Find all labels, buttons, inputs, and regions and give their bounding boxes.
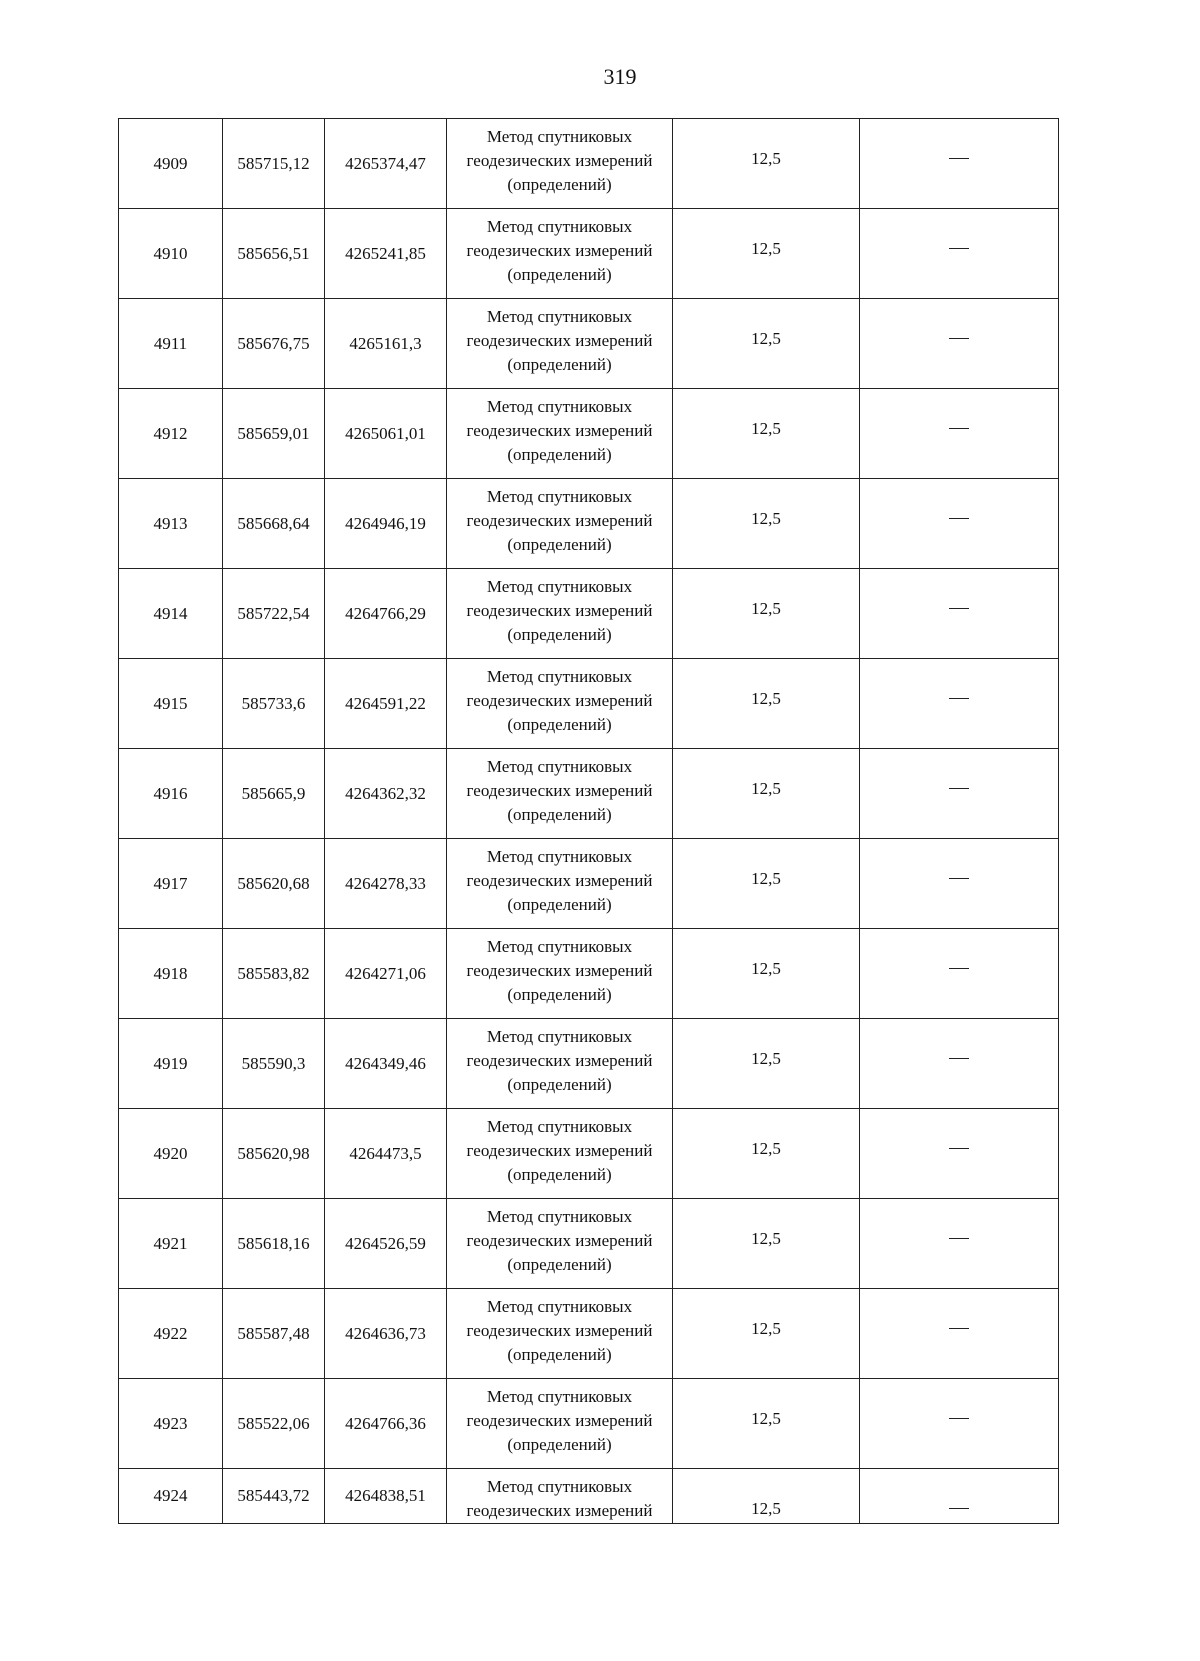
dash-mark: [949, 248, 969, 249]
method-cell: [447, 119, 673, 209]
method-line: (определений): [507, 175, 612, 194]
point-number-cell: 4918: [119, 929, 223, 1019]
empty-value-cell: [860, 119, 1059, 209]
method-line: (определений): [507, 715, 612, 734]
method-cell: [447, 659, 673, 749]
method-line: Метод спутниковых: [486, 577, 633, 596]
empty-value-cell: [860, 1379, 1059, 1469]
x-coordinate-cell: 585665,9: [223, 749, 325, 839]
method-line: геодезических измерений: [466, 241, 653, 260]
y-coordinate-cell: 4264362,32: [325, 749, 447, 839]
x-coordinate-cell: 585620,68: [223, 839, 325, 929]
method-line: Метод спутниковых: [486, 937, 633, 956]
table-row: [119, 1469, 1059, 1524]
method-cell: [447, 569, 673, 659]
y-coordinate-cell: 4264838,51: [325, 1469, 447, 1524]
point-number-cell: 4920: [119, 1109, 223, 1199]
point-number-cell: 4919: [119, 1019, 223, 1109]
empty-value-cell: [860, 209, 1059, 299]
dash-mark: [949, 518, 969, 519]
y-coordinate-cell: 4264278,33: [325, 839, 447, 929]
method-line: Метод спутниковых: [486, 1297, 633, 1316]
accuracy-cell: 12,5: [673, 479, 860, 569]
table-row: [119, 1199, 1059, 1289]
table-row: [119, 299, 1059, 389]
method-cell: [447, 389, 673, 479]
point-number-cell: 4921: [119, 1199, 223, 1289]
empty-value-cell: [860, 479, 1059, 569]
method-cell: [447, 839, 673, 929]
method-line: (определений): [507, 445, 612, 464]
method-line: Метод спутниковых: [486, 397, 633, 416]
point-number-cell: 4911: [119, 299, 223, 389]
empty-value-cell: [860, 1019, 1059, 1109]
dash-mark: [949, 1148, 969, 1149]
y-coordinate-cell: 4265374,47: [325, 119, 447, 209]
method-line: геодезических измерений: [466, 421, 653, 440]
point-number-cell: 4915: [119, 659, 223, 749]
page-number: 319: [603, 64, 637, 89]
accuracy-cell: 12,5: [673, 839, 860, 929]
point-number-cell: 4916: [119, 749, 223, 839]
method-line: Метод спутниковых: [486, 217, 633, 236]
table-row: [119, 1109, 1059, 1199]
method-line: (определений): [507, 1075, 612, 1094]
dash-mark: [949, 1328, 969, 1329]
dash-mark: [949, 338, 969, 339]
table-row: [119, 209, 1059, 299]
point-number-cell: 4923: [119, 1379, 223, 1469]
accuracy-cell: 12,5: [673, 749, 860, 839]
empty-value-cell: [860, 659, 1059, 749]
accuracy-cell: 12,5: [673, 1019, 860, 1109]
empty-value-cell: [860, 1109, 1059, 1199]
table-row: [119, 1289, 1059, 1379]
table-row: [119, 1019, 1059, 1109]
table-row: [119, 659, 1059, 749]
accuracy-cell: 12,5: [673, 1199, 860, 1289]
dash-mark: [949, 428, 969, 429]
accuracy-cell: 12,5: [673, 389, 860, 479]
y-coordinate-cell: 4264349,46: [325, 1019, 447, 1109]
x-coordinate-cell: 585522,06: [223, 1379, 325, 1469]
table-row: [119, 839, 1059, 929]
method-cell: [447, 479, 673, 569]
table-row: [119, 119, 1059, 209]
accuracy-cell: 12,5: [673, 1379, 860, 1469]
x-coordinate-cell: 585722,54: [223, 569, 325, 659]
accuracy-cell: 12,5: [673, 299, 860, 389]
method-line: геодезических измерений: [466, 151, 653, 170]
x-coordinate-cell: 585668,64: [223, 479, 325, 569]
method-line: геодезических измерений: [466, 1231, 653, 1250]
method-line: Метод спутниковых: [486, 1027, 633, 1046]
method-line: Метод спутниковых: [486, 307, 633, 326]
dash-mark: [949, 878, 969, 879]
dash-mark: [949, 1058, 969, 1059]
method-line: (определений): [507, 1435, 612, 1454]
x-coordinate-cell: 585620,98: [223, 1109, 325, 1199]
point-number-cell: 4909: [119, 119, 223, 209]
method-line: (определений): [507, 805, 612, 824]
dash-mark: [949, 158, 969, 159]
empty-value-cell: [860, 569, 1059, 659]
accuracy-cell: 12,5: [673, 1289, 860, 1379]
point-number-cell: 4912: [119, 389, 223, 479]
x-coordinate-cell: 585715,12: [223, 119, 325, 209]
dash-mark: [949, 1508, 969, 1509]
table-row: [119, 929, 1059, 1019]
table-row: [119, 479, 1059, 569]
method-line: (определений): [507, 985, 612, 1004]
y-coordinate-cell: 4265161,3: [325, 299, 447, 389]
dash-mark: [949, 788, 969, 789]
point-number-cell: 4913: [119, 479, 223, 569]
method-line: геодезических измерений: [466, 1321, 653, 1340]
method-line: геодезических измерений: [466, 781, 653, 800]
y-coordinate-cell: 4264473,5: [325, 1109, 447, 1199]
point-number-cell: 4914: [119, 569, 223, 659]
y-coordinate-cell: 4264636,73: [325, 1289, 447, 1379]
dash-mark: [949, 698, 969, 699]
method-line: Метод спутниковых: [486, 1117, 633, 1136]
y-coordinate-cell: 4265061,01: [325, 389, 447, 479]
method-line: Метод спутниковых: [486, 847, 633, 866]
method-line: Метод спутниковых: [486, 1387, 633, 1406]
dash-mark: [949, 1418, 969, 1419]
method-line: геодезических измерений: [466, 511, 653, 530]
method-line: (определений): [507, 1345, 612, 1364]
method-line: (определений): [507, 1255, 612, 1274]
x-coordinate-cell: 585618,16: [223, 1199, 325, 1289]
method-cell: [447, 1469, 673, 1524]
table-row: [119, 1379, 1059, 1469]
empty-value-cell: [860, 389, 1059, 479]
x-coordinate-cell: 585590,3: [223, 1019, 325, 1109]
method-line: геодезических измерений: [466, 331, 653, 350]
accuracy-cell: 12,5: [673, 659, 860, 749]
method-cell: [447, 1109, 673, 1199]
y-coordinate-cell: 4264271,06: [325, 929, 447, 1019]
y-coordinate-cell: 4264526,59: [325, 1199, 447, 1289]
accuracy-cell: 12,5: [673, 929, 860, 1019]
method-cell: [447, 929, 673, 1019]
method-cell: [447, 1199, 673, 1289]
method-line: (определений): [507, 625, 612, 644]
accuracy-cell: 12,5: [673, 569, 860, 659]
method-line: геодезических измерений: [466, 1141, 653, 1160]
y-coordinate-cell: 4264591,22: [325, 659, 447, 749]
empty-value-cell: [860, 299, 1059, 389]
x-coordinate-cell: 585733,6: [223, 659, 325, 749]
x-coordinate-cell: 585583,82: [223, 929, 325, 1019]
method-line: (определений): [507, 895, 612, 914]
x-coordinate-cell: 585676,75: [223, 299, 325, 389]
table-row: [119, 569, 1059, 659]
empty-value-cell: [860, 839, 1059, 929]
method-line: геодезических измерений: [466, 871, 653, 890]
method-line: Метод спутниковых: [486, 127, 633, 146]
y-coordinate-cell: 4264766,29: [325, 569, 447, 659]
accuracy-cell: 12,5: [673, 1109, 860, 1199]
method-line: (определений): [507, 355, 612, 374]
y-coordinate-cell: 4265241,85: [325, 209, 447, 299]
dash-mark: [949, 1238, 969, 1239]
method-cell: [447, 1019, 673, 1109]
method-line: Метод спутниковых: [486, 1207, 633, 1226]
method-cell: [447, 1289, 673, 1379]
method-line: Метод спутниковых: [486, 667, 633, 686]
method-cell: [447, 749, 673, 839]
accuracy-cell: 12,5: [673, 209, 860, 299]
y-coordinate-cell: 4264766,36: [325, 1379, 447, 1469]
method-line: Метод спутниковых: [486, 1477, 633, 1496]
method-line: (определений): [507, 1165, 612, 1184]
table-row: [119, 749, 1059, 839]
x-coordinate-cell: 585443,72: [223, 1469, 325, 1524]
method-line: Метод спутниковых: [486, 757, 633, 776]
point-number-cell: 4924: [119, 1469, 223, 1524]
point-number-cell: 4917: [119, 839, 223, 929]
empty-value-cell: [860, 1289, 1059, 1379]
dash-mark: [949, 968, 969, 969]
method-cell: [447, 299, 673, 389]
dash-mark: [949, 608, 969, 609]
method-line: (определений): [507, 265, 612, 284]
accuracy-cell: 12,5: [673, 1469, 860, 1524]
method-line: геодезических измерений: [466, 1411, 653, 1430]
x-coordinate-cell: 585587,48: [223, 1289, 325, 1379]
method-cell: [447, 209, 673, 299]
point-number-cell: 4910: [119, 209, 223, 299]
x-coordinate-cell: 585656,51: [223, 209, 325, 299]
x-coordinate-cell: 585659,01: [223, 389, 325, 479]
accuracy-cell: 12,5: [673, 119, 860, 209]
empty-value-cell: [860, 1199, 1059, 1289]
method-cell: [447, 1379, 673, 1469]
coordinates-table: [118, 118, 1059, 1524]
method-line: (определений): [507, 535, 612, 554]
method-line: геодезических измерений: [466, 1501, 653, 1520]
method-line: геодезических измерений: [466, 961, 653, 980]
empty-value-cell: [860, 1469, 1059, 1524]
empty-value-cell: [860, 929, 1059, 1019]
empty-value-cell: [860, 749, 1059, 839]
method-line: Метод спутниковых: [486, 487, 633, 506]
method-line: геодезических измерений: [466, 1051, 653, 1070]
table-row: [119, 389, 1059, 479]
method-line: геодезических измерений: [466, 601, 653, 620]
method-line: геодезических измерений: [466, 691, 653, 710]
point-number-cell: 4922: [119, 1289, 223, 1379]
y-coordinate-cell: 4264946,19: [325, 479, 447, 569]
